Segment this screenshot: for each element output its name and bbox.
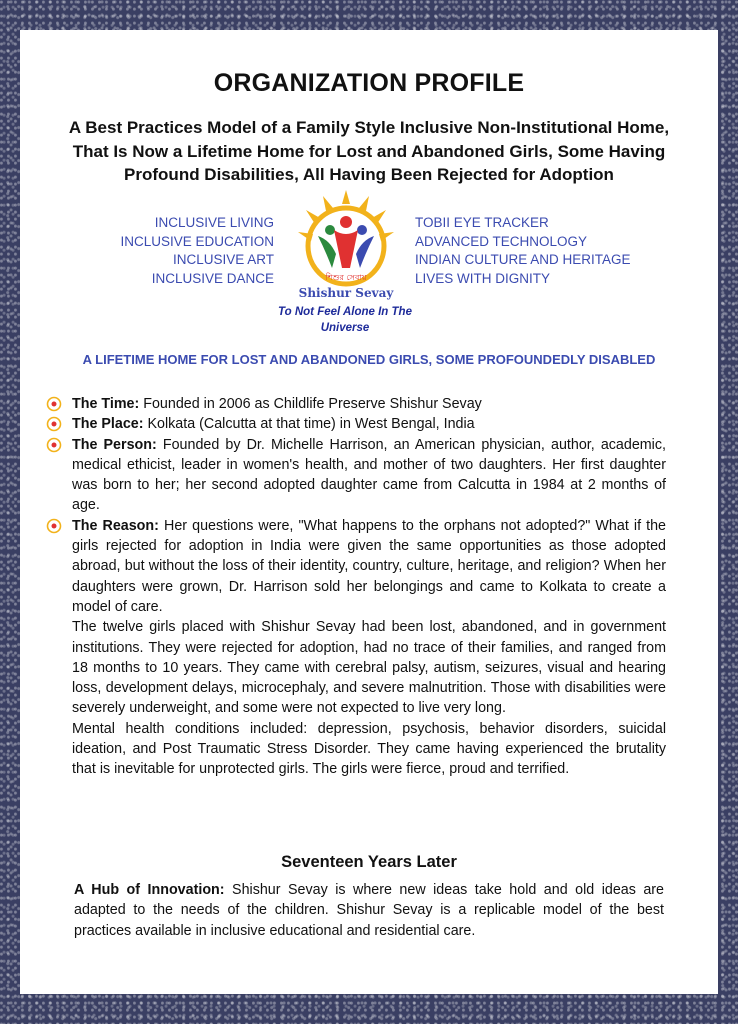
list-item — [72, 414, 666, 434]
shishur-sevay-logo — [296, 188, 396, 306]
item-label: The Reason: — [72, 517, 159, 534]
sun-bullet-icon — [46, 396, 62, 412]
page-title: ORGANIZATION PROFILE — [213, 69, 525, 97]
hub-text: Shishur Sevay is where new ideas take hold and old ideas are adapted to the needs of the children. Shishur Sevay is a replicable model of the best practices available in inclusive educational and residential care. — [74, 882, 665, 939]
list-item — [72, 516, 666, 617]
right-list-item: ADVANCED TECHNOLOGY — [415, 233, 588, 249]
item-label: The Place: — [72, 416, 144, 433]
item-text: Her questions were, "What happens to the orphans not adopted?" What if the girls rejected for adoption in India were given the same opportunities as those adopted abroad, but without the loss of their identity, country, culture, heritage, and religion? When her daughters were grown, Dr. Harrison sold her belongings and came to Kolkata to create a model of care. — [72, 517, 667, 615]
left-list-item: INCLUSIVE EDUCATION — [120, 233, 274, 249]
left-list-item: INCLUSIVE LIVING — [154, 215, 274, 230]
tagline: To Not Feel Alone In The Universe — [278, 306, 412, 334]
item-text: Founded in 2006 as Childlife Preserve Shishur Sevay — [139, 396, 482, 412]
hub-paragraph — [74, 880, 664, 941]
sun-bullet-icon — [46, 416, 62, 432]
later-heading: Seventeen Years Later — [281, 853, 457, 871]
hub-label: A Hub of Innovation: — [74, 882, 225, 898]
figures-icon — [318, 216, 374, 268]
item-label: The Time: — [72, 396, 140, 412]
body-paragraph: Mental health conditions included: depression, psychosis, behavior disorders, suicidal ideation, and Post Traumatic Stress Disorder. They came having experienced the brutality that is inevitable for unprotected girls. The girls were fierce, proud and terrified. — [72, 720, 666, 778]
right-list-item: LIVES WITH DIGNITY — [415, 270, 551, 286]
item-text: Founded by Dr. Michelle Harrison, an American physician, author, academic, medical ethicist, leader in women's health, and mother of two daughters. Her first daughter was born to her; her second adopted daughter came from Calcutta in 1984 at 2 months of age. — [72, 436, 666, 514]
section-heading: A LIFETIME HOME FOR LOST AND ABANDONED GIRLS, SOME PROFOUNDEDLY DISABLED — [82, 352, 656, 367]
left-feature-list — [120, 214, 274, 288]
list-item — [72, 394, 666, 414]
left-list-item: INCLUSIVE ART — [172, 252, 274, 267]
profile-page — [20, 30, 718, 994]
list-item — [72, 435, 666, 516]
sun-bullet-icon — [46, 437, 62, 453]
left-list-item: INCLUSIVE DANCE — [151, 270, 274, 286]
logo-name: Shishur Sevay — [298, 286, 394, 300]
body-paragraph: The twelve girls placed with Shishur Sevay had been lost, abandoned, and in government institutions. They were rejected for adoption, had no trace of their families, and ranged from 18 months to 10 years. They came with cerebral palsy, autism, seizures, visual and hearing loss, development delays, microcephaly, and severe malnutrition. Those with disabilities were severely underweight, and some were not expected to live very long. — [72, 619, 666, 717]
right-list-item: TOBII EYE TRACKER — [415, 215, 549, 230]
item-text: Kolkata (Calcutta at that time) in West Bengal, India — [143, 416, 475, 433]
profile-body — [72, 394, 666, 780]
page-subtitle: A Best Practices Model of a Family Style Inclusive Non-Institutional Home, That Is Now a Lifetime Home for Lost and Abandoned Girls, Some Having Profound Disabilities, All Having Been Rejected for Adoption — [68, 118, 670, 184]
right-list-item: INDIAN CULTURE AND HERITAGE — [415, 252, 631, 267]
sun-bullet-icon — [46, 518, 62, 534]
logo-script-text: শিশুর সেবায় — [325, 273, 367, 282]
right-feature-list — [415, 214, 631, 288]
item-label: The Person: — [72, 436, 157, 453]
